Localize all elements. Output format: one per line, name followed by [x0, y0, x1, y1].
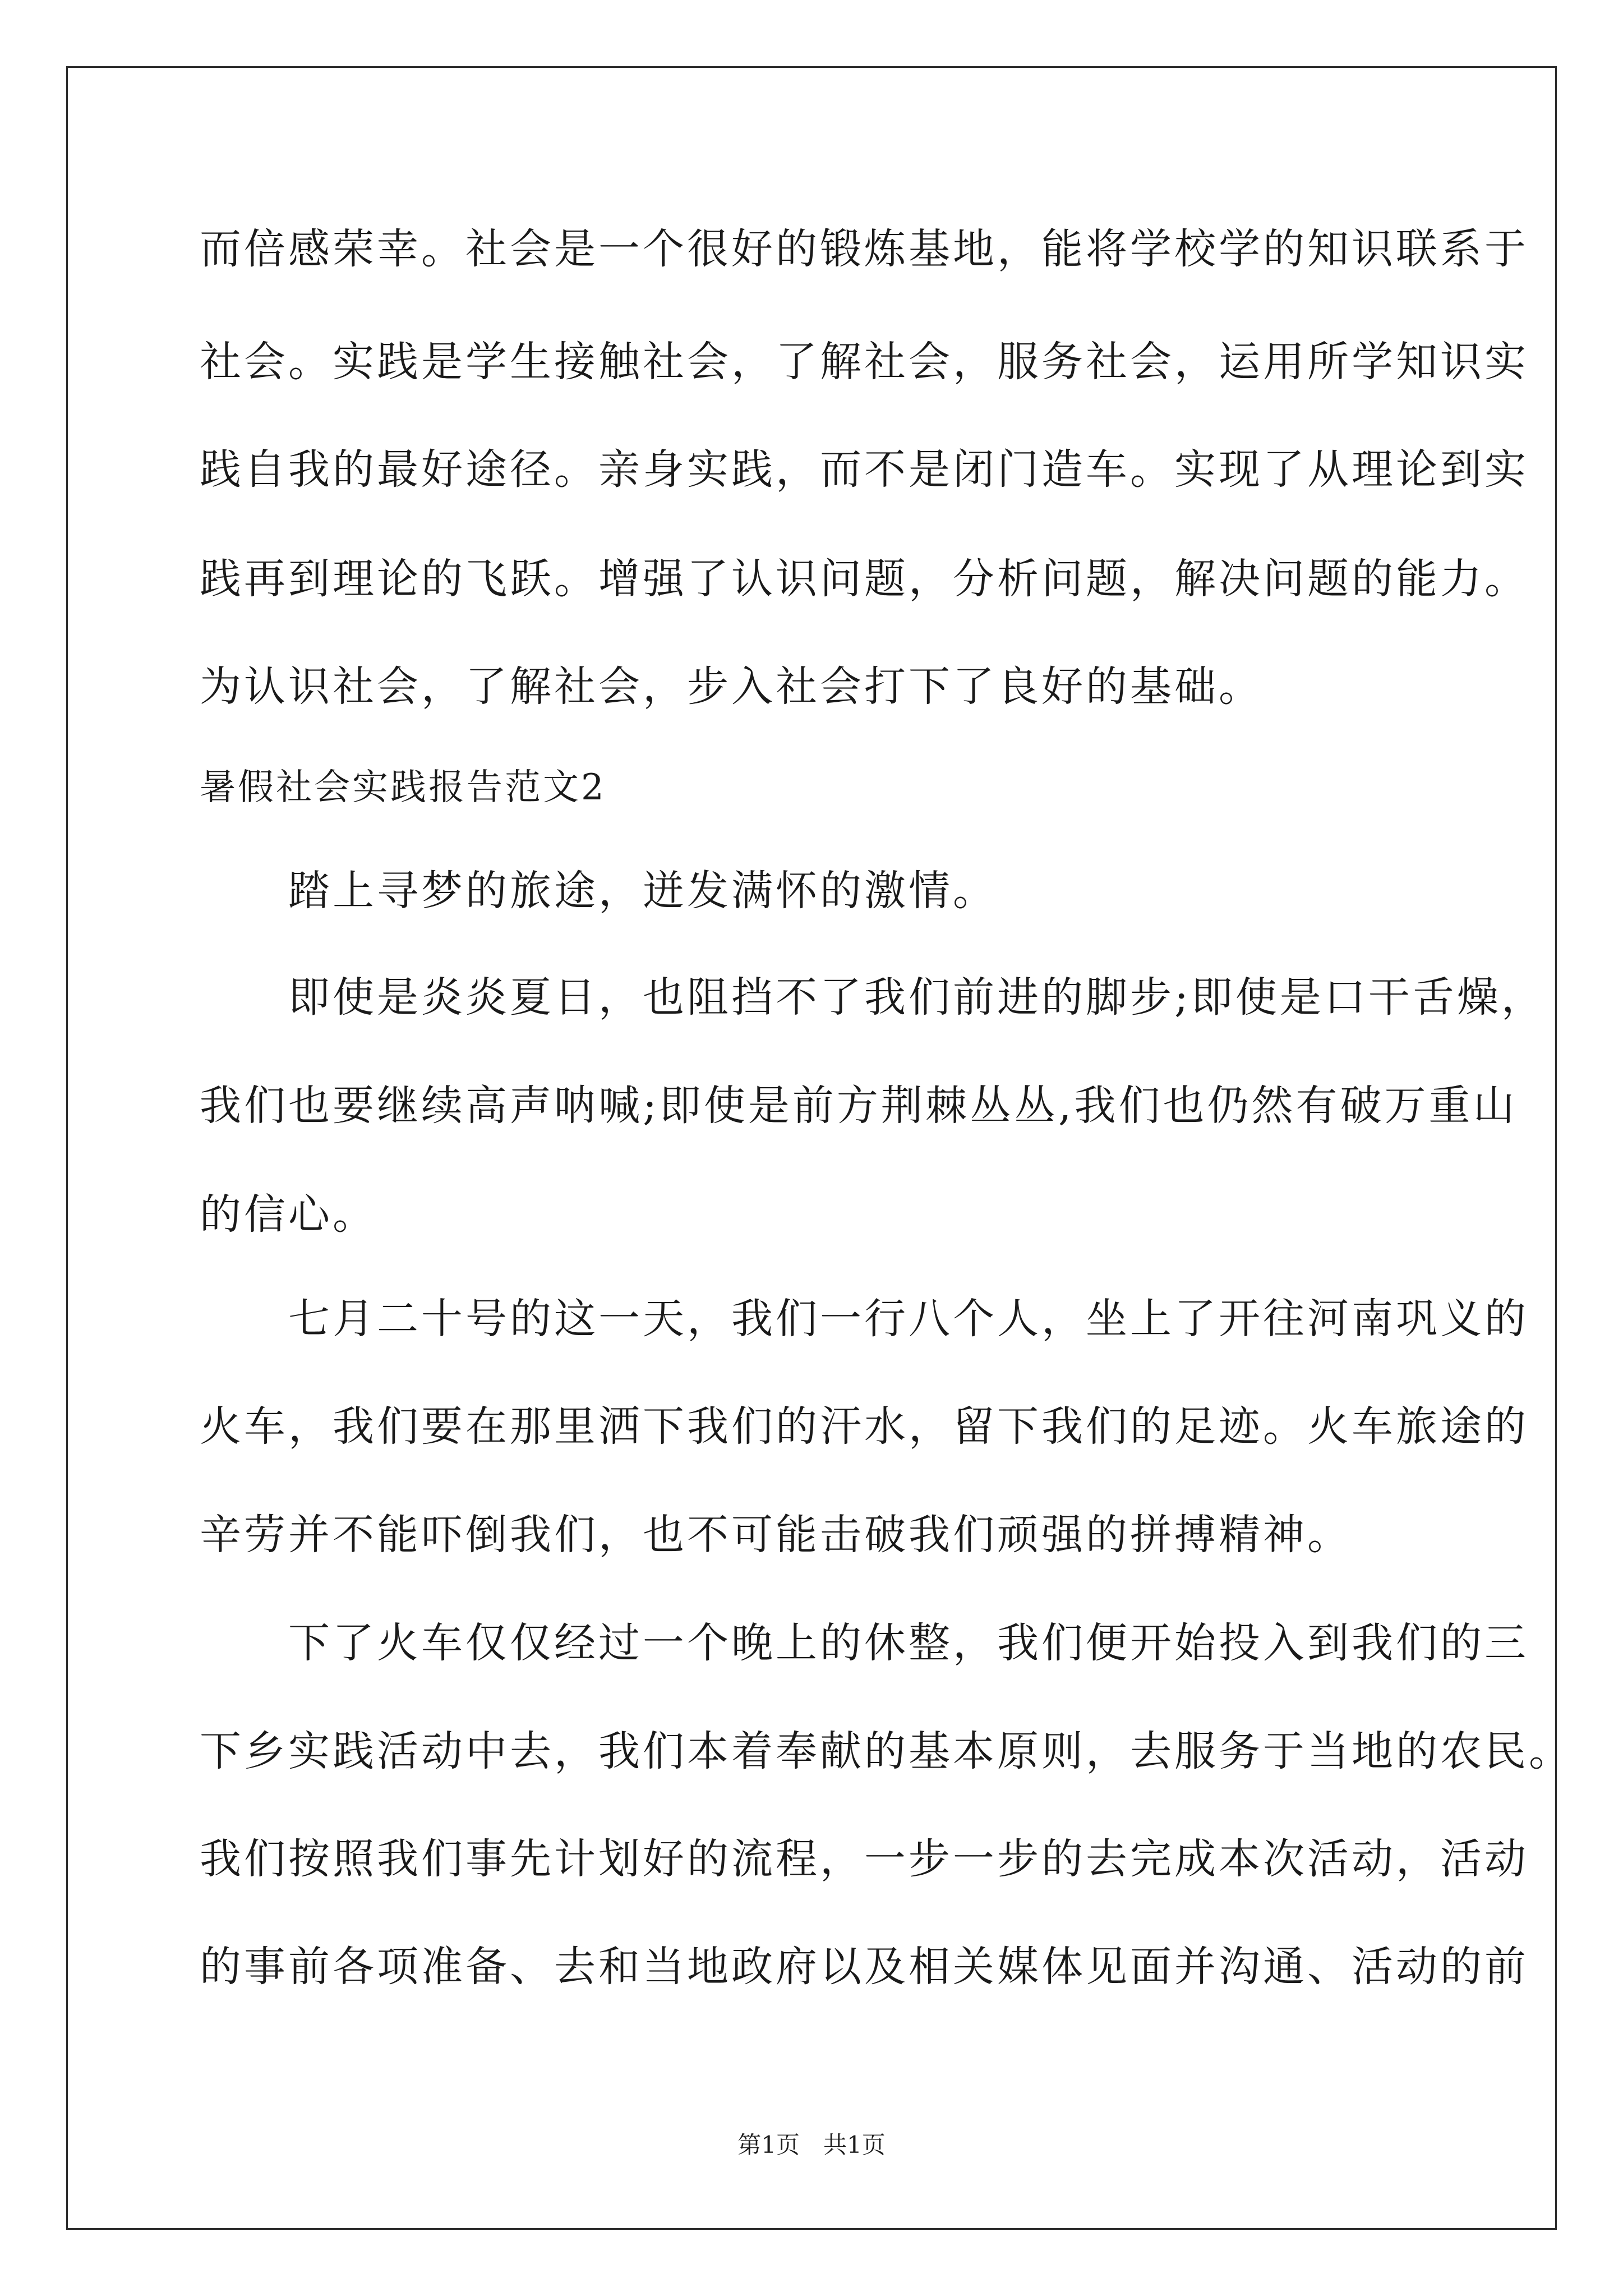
text-line: 下了火车仅仅经过一个晚上的休整，我们便开始投入到我们的三	[200, 1619, 1529, 1667]
text-line: 踏上寻梦的旅途，迸发满怀的激情。	[200, 867, 997, 915]
text-line: 践再到理论的飞跃。增强了认识问题，分析问题，解决问题的能力。	[200, 555, 1529, 603]
text-line: 七月二十号的这一天，我们一行八个人，坐上了开往河南巩义的	[200, 1295, 1529, 1343]
text-line: 的信心。	[200, 1190, 377, 1239]
text-line: 而倍感荣幸。社会是一个很好的锻炼基地，能将学校学的知识联系于	[200, 225, 1529, 273]
text-line: 下乡实践活动中去，我们本着奉献的基本原则，去服务于当地的农民。	[200, 1727, 1573, 1775]
page-border	[66, 66, 1573, 2230]
text-line: 社会。实践是学生接触社会，了解社会，服务社会，运用所学知识实	[200, 338, 1529, 386]
text-line: 的事前各项准备、去和当地政府以及相关媒体见面并沟通、活动的前	[200, 1943, 1529, 1991]
text-line: 我们按照我们事先计划好的流程，一步一步的去完成本次活动，活动	[200, 1835, 1529, 1883]
section-heading: 暑假社会实践报告范文2	[200, 767, 606, 808]
text-line: 火车，我们要在那里洒下我们的汗水，留下我们的足迹。火车旅途的	[200, 1402, 1529, 1451]
text-line: 为认识社会，了解社会，步入社会打下了良好的基础。	[200, 662, 1263, 711]
text-line: 辛劳并不能吓倒我们，也不可能击破我们顽强的拼搏精神。	[200, 1511, 1352, 1559]
text-line: 践自我的最好途径。亲身实践，而不是闭门造车。实现了从理论到实	[200, 445, 1529, 494]
page-number: 第1页 共1页	[737, 2131, 886, 2159]
text-line: 即使是炎炎夏日，也阻挡不了我们前进的脚步;即使是口干舌燥，	[200, 973, 1546, 1022]
text-line: 我们也要继续高声呐喊;即使是前方荆棘丛丛,我们也仍然有破万重山	[200, 1082, 1518, 1130]
